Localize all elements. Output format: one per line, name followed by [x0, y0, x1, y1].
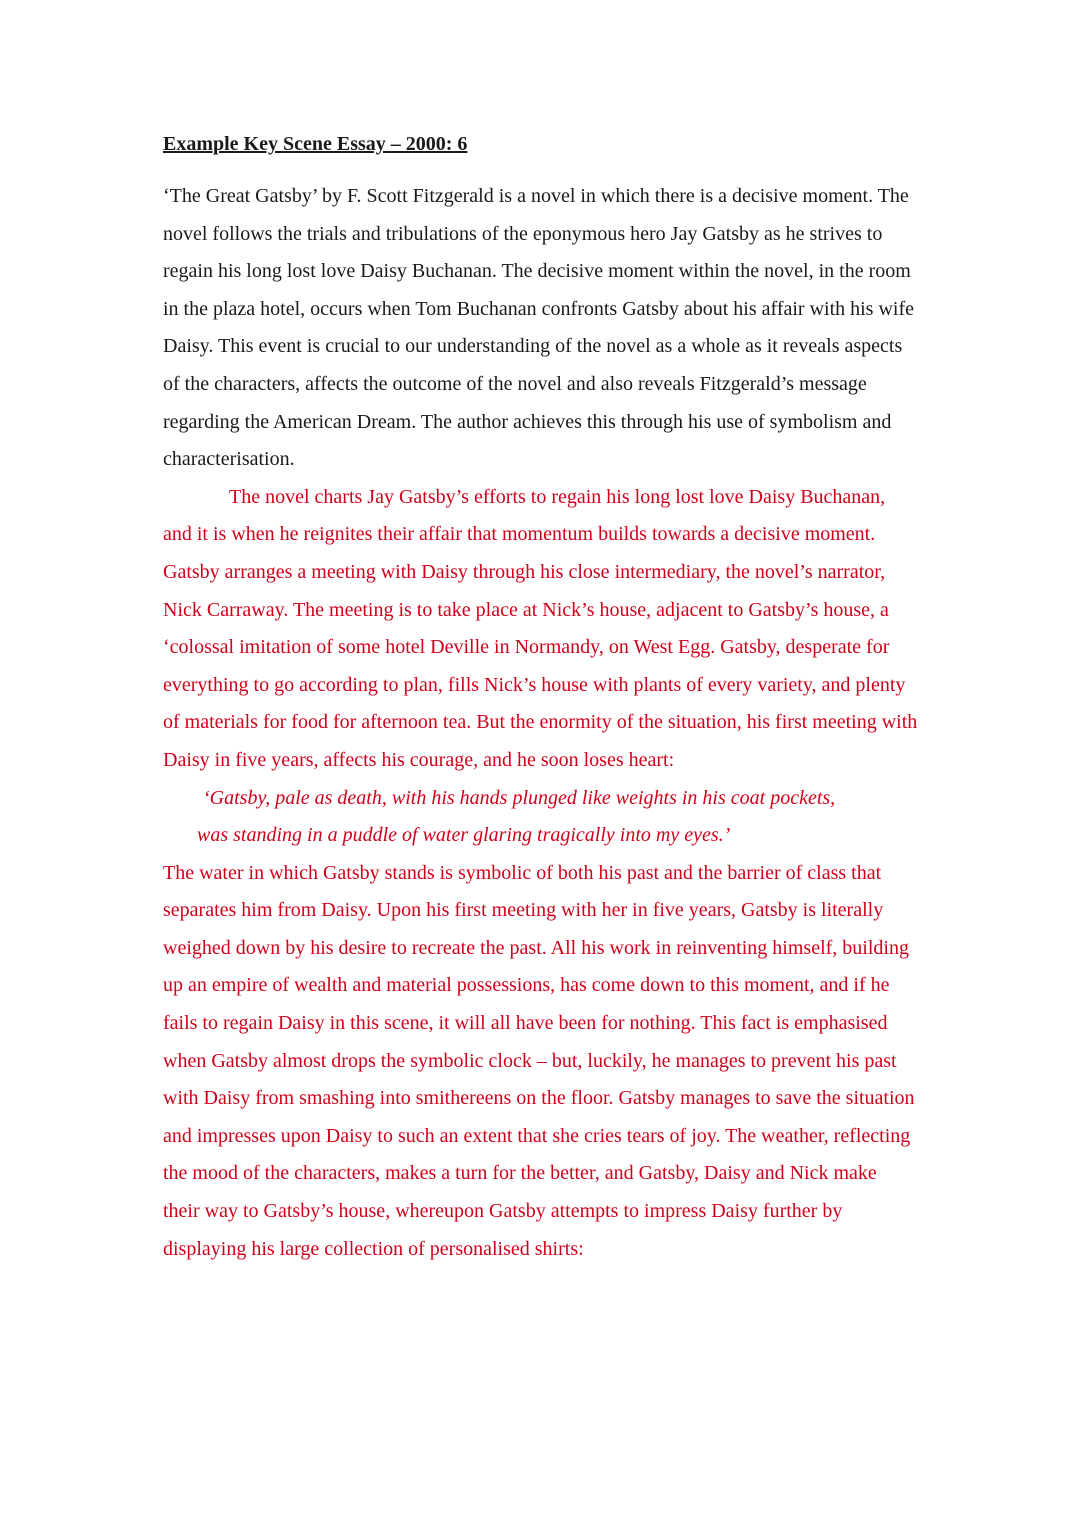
- body-paragraph-2: The water in which Gatsby stands is symbolic of both his past and the barrier of class that separates him from Daisy. Upon his first meeting with her in five years, Gatsby is literally weighed down by his desire to recreate the past. All his work in reinventing himself, building up an empire of wealth and material possessions, has come down to this moment, and if he fails to regain Daisy in this scene, it will all have been for nothing. This fact is emphasised when Gatsby almost drops the symbolic clock – but, luckily, he manages to prevent his past with Daisy from smashing into smithereens on the floor. Gatsby manages to save the situation and impresses upon Daisy to such an extent that she cries tears of joy. The weather, reflecting the mood of the characters, makes a turn for the better, and Gatsby, Daisy and Nick make their way to Gatsby’s house, whereupon Gatsby attempts to impress Daisy further by displaying his large collection of personalised shirts:: [163, 861, 915, 1260]
- quote-line-2: was standing in a puddle of water glaring tragically into my eyes.’: [197, 824, 731, 847]
- body-paragraph-1: The novel charts Jay Gatsby’s efforts to regain his long lost love Daisy Buchanan, and it is when he reignites their affair that momentum builds towards a decisive moment. Gatsby arranges a meeting with Daisy through his close intermediary, the novel’s narrator, Nick Carraway. The meeting is to take place at Nick’s house, adjacent to Gatsby’s house, a ‘colossal imitation of some hotel Deville in Normandy, on West Egg. Gatsby, desperate for everything to go according to plan, fills Nick’s house with plants of every variety, and plenty of materials for food for afternoon tea. But the enormity of the situation, his first meeting with Daisy in five years, affects his courage, and he soon loses heart:: [163, 485, 918, 771]
- essay-title: Example Key Scene Essay – 2000: 6: [163, 133, 468, 155]
- quote-line-1: ‘Gatsby, pale as death, with his hands plunged like weights in his coat pockets,: [203, 786, 836, 809]
- essay-body: [163, 128, 918, 1268]
- block-quote: [163, 780, 918, 855]
- intro-paragraph: ‘The Great Gatsby’ by F. Scott Fitzgerald is a novel in which there is a decisive moment. The novel follows the trials and tribulations of the eponymous hero Jay Gatsby as he strives to regain his long lost love Daisy Buchanan. The decisive moment within the novel, in the room in the plaza hotel, occurs when Tom Buchanan confronts Gatsby about his affair with his wife Daisy. This event is crucial to our understanding of the novel as a whole as it reveals aspects of the characters, affects the outcome of the novel and also reveals Fitzgerald’s message regarding the American Dream. The author achieves this through his use of symbolism and characterisation.: [163, 185, 915, 471]
